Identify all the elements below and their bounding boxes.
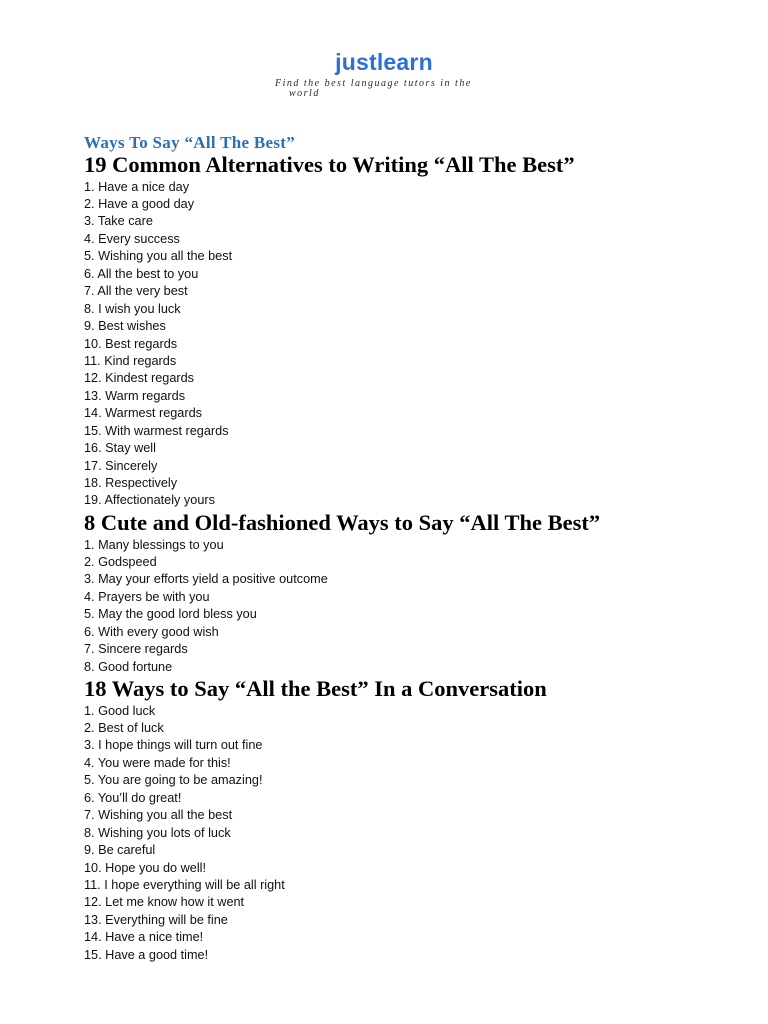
list-item: 7. Wishing you all the best [84, 808, 233, 823]
list-item: 8. Wishing you lots of luck [84, 825, 231, 840]
list-item: 2. Have a good day [84, 197, 195, 212]
list-item: 10. Best regards [84, 336, 178, 351]
sections-container [84, 152, 724, 964]
list-item: 11. I hope everything will be all right [84, 877, 285, 892]
list-item: 8. Good fortune [84, 659, 173, 674]
list-item: 12. Let me know how it went [84, 895, 245, 910]
list-item: 8. I wish you luck [84, 301, 181, 316]
section-heading: 18 Ways to Say “All the Best” In a Conversation [84, 676, 547, 701]
list-item: 14. Warmest regards [84, 406, 202, 421]
list-item: 4. Prayers be with you [84, 589, 210, 604]
list-section [84, 152, 724, 510]
list-item: 4. You were made for this! [84, 755, 231, 770]
list-item: 1. Many blessings to you [84, 537, 224, 552]
list-item: 5. Wishing you all the best [84, 249, 233, 264]
list-item: 7. All the very best [84, 284, 188, 299]
numbered-list [84, 537, 724, 677]
list-item: 5. May the good lord bless you [84, 607, 257, 622]
section-heading: 8 Cute and Old-fashioned Ways to Say “All The Best” [84, 509, 601, 535]
list-item: 2. Godspeed [84, 554, 157, 569]
list-item: 15. With warmest regards [84, 423, 229, 438]
list-item: 10. Hope you do well! [84, 860, 207, 875]
list-item: 5. You are going to be amazing! [84, 773, 263, 788]
list-item: 3. May your efforts yield a positive outcome [84, 572, 328, 587]
list-item: 1. Have a nice day [84, 179, 190, 194]
list-item: 14. Have a nice time! [84, 930, 204, 945]
list-section [84, 676, 724, 964]
numbered-list [84, 703, 724, 965]
section-heading: 19 Common Alternatives to Writing “All The Best” [84, 152, 575, 177]
list-item: 12. Kindest regards [84, 371, 195, 386]
list-item: 15. Have a good time! [84, 947, 209, 962]
list-item: 13. Warm regards [84, 388, 186, 403]
list-section [84, 510, 724, 676]
list-item: 9. Be careful [84, 843, 156, 858]
numbered-list [84, 179, 724, 510]
list-item: 6. All the best to you [84, 266, 199, 281]
list-item: 1. Good luck [84, 703, 156, 718]
list-item: 17. Sincerely [84, 458, 158, 473]
list-item: 6. With every good wish [84, 624, 219, 639]
document-body [84, 134, 724, 964]
list-item: 6. You’ll do great! [84, 790, 182, 805]
list-item: 11. Kind regards [84, 353, 177, 368]
list-item: 18. Respectively [84, 476, 178, 491]
list-item: 9. Best wishes [84, 319, 166, 334]
list-item: 16. Stay well [84, 441, 156, 456]
tagline: Find the best language tutors in the world [275, 78, 472, 99]
list-item: 7. Sincere regards [84, 642, 188, 657]
list-item: 3. Take care [84, 214, 153, 229]
logo: justlearn [335, 49, 433, 75]
list-item: 2. Best of luck [84, 721, 164, 736]
list-item: 19. Affectionately yours [84, 493, 215, 508]
list-item: 13. Everything will be fine [84, 912, 228, 927]
list-item: 4. Every success [84, 231, 180, 246]
document-title: Ways To Say “All The Best” [84, 133, 296, 152]
list-item: 3. I hope things will turn out fine [84, 738, 263, 753]
